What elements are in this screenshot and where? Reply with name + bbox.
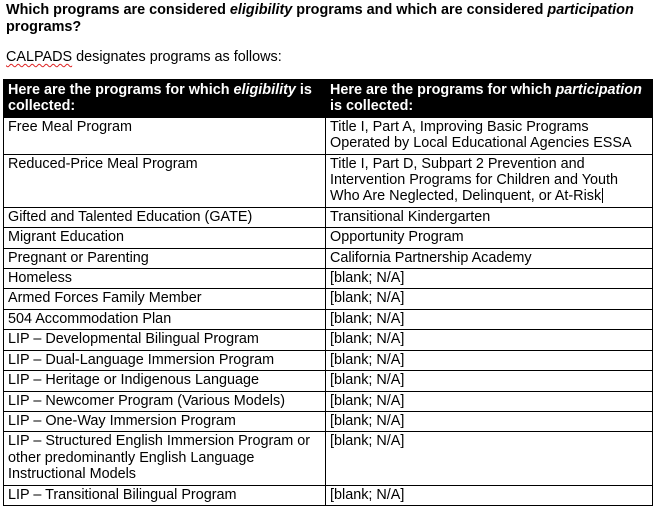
question-text-3: programs? — [6, 19, 82, 35]
eligibility-cell: 504 Accommodation Plan — [4, 309, 326, 329]
intro-paragraph — [6, 49, 282, 66]
participation-cell: [blank; N/A] — [326, 309, 653, 329]
participation-cell: [blank; N/A] — [326, 350, 653, 370]
table-row — [4, 269, 653, 289]
question-participation-term: participation — [547, 2, 634, 18]
table-row — [4, 391, 653, 411]
intro-org-name: CALPADS — [6, 49, 73, 65]
table-row — [4, 228, 653, 248]
eligibility-cell: LIP – Structured English Immersion Program or other predominantly English Language Instructional Models — [4, 432, 326, 485]
intro-text: designates programs as follows: — [72, 49, 282, 65]
participation-cell: Transitional Kindergarten — [326, 207, 653, 227]
header-participation: Here are the programs for which participation is collected: — [326, 80, 653, 118]
table-row — [4, 485, 653, 505]
participation-cell: [blank; N/A] — [326, 289, 653, 309]
participation-cell: [blank; N/A] — [326, 432, 653, 485]
table-row — [4, 309, 653, 329]
table-row — [4, 207, 653, 227]
eligibility-cell: Free Meal Program — [4, 117, 326, 154]
participation-cell[interactable] — [326, 154, 653, 207]
eligibility-cell: LIP – Transitional Bilingual Program — [4, 485, 326, 505]
eligibility-cell: Migrant Education — [4, 228, 326, 248]
table-row — [4, 330, 653, 350]
eligibility-cell: Pregnant or Parenting — [4, 248, 326, 268]
eligibility-cell: LIP – Developmental Bilingual Program — [4, 330, 326, 350]
participation-cell: Title I, Part A, Improving Basic Programs Operated by Local Educational Agencies ESSA — [326, 117, 653, 154]
text-cursor — [602, 188, 603, 203]
participation-cell: [blank; N/A] — [326, 330, 653, 350]
participation-cell: [blank; N/A] — [326, 391, 653, 411]
table-row — [4, 289, 653, 309]
programs-table — [3, 79, 653, 506]
participation-cell: [blank; N/A] — [326, 485, 653, 505]
eligibility-cell: LIP – Heritage or Indigenous Language — [4, 371, 326, 391]
table-row — [4, 371, 653, 391]
eligibility-cell: Gifted and Talented Education (GATE) — [4, 207, 326, 227]
question-heading — [6, 2, 654, 36]
participation-cell-text: Title I, Part D, Subpart 2 Prevention and Intervention Programs for Children and Youth Who Are Neglected, Delinquent, or At-Risk — [330, 155, 618, 205]
participation-cell: [blank; N/A] — [326, 371, 653, 391]
participation-cell: Opportunity Program — [326, 228, 653, 248]
eligibility-cell: LIP – Newcomer Program (Various Models) — [4, 391, 326, 411]
question-text-2: programs and which are considered — [292, 2, 548, 18]
table-row — [4, 350, 653, 370]
participation-cell: California Partnership Academy — [326, 248, 653, 268]
eligibility-cell: Reduced-Price Meal Program — [4, 154, 326, 207]
table-row — [4, 154, 653, 207]
question-eligibility-term: eligibility — [229, 2, 293, 18]
eligibility-cell: LIP – One-Way Immersion Program — [4, 411, 326, 431]
table-row — [4, 411, 653, 431]
table-header-row — [4, 80, 653, 118]
participation-cell: [blank; N/A] — [326, 269, 653, 289]
question-text-1: Which programs are considered — [6, 2, 230, 18]
eligibility-cell: LIP – Dual-Language Immersion Program — [4, 350, 326, 370]
eligibility-cell: Homeless — [4, 269, 326, 289]
header-eligibility: Here are the programs for which eligibility is collected: — [4, 80, 326, 118]
table-row — [4, 432, 653, 485]
participation-cell: [blank; N/A] — [326, 411, 653, 431]
eligibility-cell: Armed Forces Family Member — [4, 289, 326, 309]
table-row — [4, 248, 653, 268]
table-row — [4, 117, 653, 154]
